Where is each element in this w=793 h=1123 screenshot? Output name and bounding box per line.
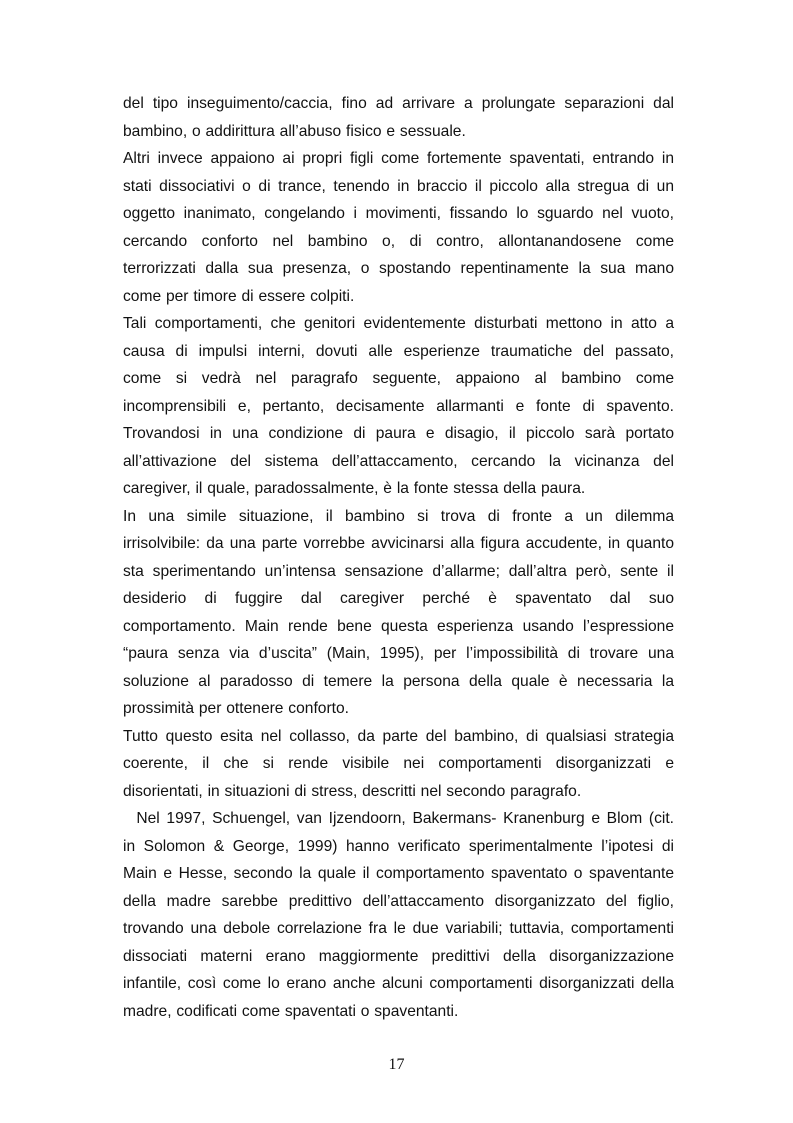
text-line: disorientati, in situazioni di stress, descritti nel secondo paragrafo.	[123, 783, 582, 800]
text-line: Trovandosi in una condizione di paura e disagio, il piccolo sarà portato	[123, 425, 674, 442]
text-line: incomprensibili e, pertanto, decisamente allarmanti e fonte di spavento.	[123, 398, 674, 415]
text-line: desiderio di fuggire dal caregiver perché è spaventato dal suo	[123, 590, 674, 607]
text-line: causa di impulsi interni, dovuti alle esperienze traumatiche del passato,	[123, 343, 674, 360]
text-line: coerente, il che si rende visibile nei comportamenti disorganizzati e	[123, 755, 674, 772]
text-line: comportamento. Main rende bene questa esperienza usando l’espressione	[123, 618, 674, 635]
page-number: 17	[388, 1056, 405, 1073]
text-line: In una simile situazione, il bambino si trova di fronte a un dilemma	[123, 508, 674, 525]
text-line: caregiver, il quale, paradossalmente, è la fonte stessa della paura.	[123, 480, 586, 497]
text-line: soluzione al paradosso di temere la persona della quale è necessaria la	[123, 673, 674, 690]
text-line: Altri invece appaiono ai propri figli come fortemente spaventati, entrando in	[123, 150, 674, 167]
text-line: Tutto questo esita nel collasso, da parte del bambino, di qualsiasi strategia	[123, 728, 674, 745]
text-line: terrorizzati dalla sua presenza, o spostando repentinamente la sua mano	[123, 260, 674, 277]
text-line: stati dissociativi o di trance, tenendo in braccio il piccolo alla stregua di un	[123, 178, 674, 195]
text-line: sta sperimentando un’intensa sensazione d’allarme; dall’altra però, sente il	[123, 563, 674, 580]
text-line: prossimità per ottenere conforto.	[123, 700, 349, 717]
text-line: del tipo inseguimento/caccia, fino ad arrivare a prolungate separazioni dal	[123, 95, 674, 112]
text-line: madre, codificati come spaventati o spaventanti.	[123, 1003, 459, 1020]
text-line: bambino, o addirittura all’abuso fisico e sessuale.	[123, 123, 466, 140]
text-line: Nel 1997, Schuengel, van Ijzendoorn, Bakermans- Kranenburg e Blom (cit.	[123, 810, 674, 827]
text-line: oggetto inanimato, congelando i movimenti, fissando lo sguardo nel vuoto,	[123, 205, 674, 222]
text-line: dissociati materni erano maggiormente predittivi della disorganizzazione	[123, 948, 674, 965]
text-line: della madre sarebbe predittivo dell’attaccamento disorganizzato del figlio,	[123, 893, 674, 910]
text-line: in Solomon & George, 1999) hanno verificato sperimentalmente l’ipotesi di	[123, 838, 674, 855]
text-line: trovando una debole correlazione fra le due variabili; tuttavia, comportamenti	[123, 920, 674, 937]
text-line: Main e Hesse, secondo la quale il comportamento spaventato o spaventante	[123, 865, 674, 882]
text-line: irrisolvibile: da una parte vorrebbe avvicinarsi alla figura accudente, in quanto	[123, 535, 674, 552]
text-line: infantile, così come lo erano anche alcuni comportamenti disorganizzati della	[123, 975, 674, 992]
text-line: “paura senza via d’uscita” (Main, 1995), per l’impossibilità di trovare una	[123, 645, 674, 662]
text-line: cercando conforto nel bambino o, di contro, allontanandosene come	[123, 233, 674, 250]
text-line: Tali comportamenti, che genitori evidentemente disturbati mettono in atto a	[123, 315, 674, 332]
text-line: come si vedrà nel paragrafo seguente, appaiono al bambino come	[123, 370, 674, 387]
text-line: all’attivazione del sistema dell’attaccamento, cercando la vicinanza del	[123, 453, 674, 470]
text-line: come per timore di essere colpiti.	[123, 288, 355, 305]
